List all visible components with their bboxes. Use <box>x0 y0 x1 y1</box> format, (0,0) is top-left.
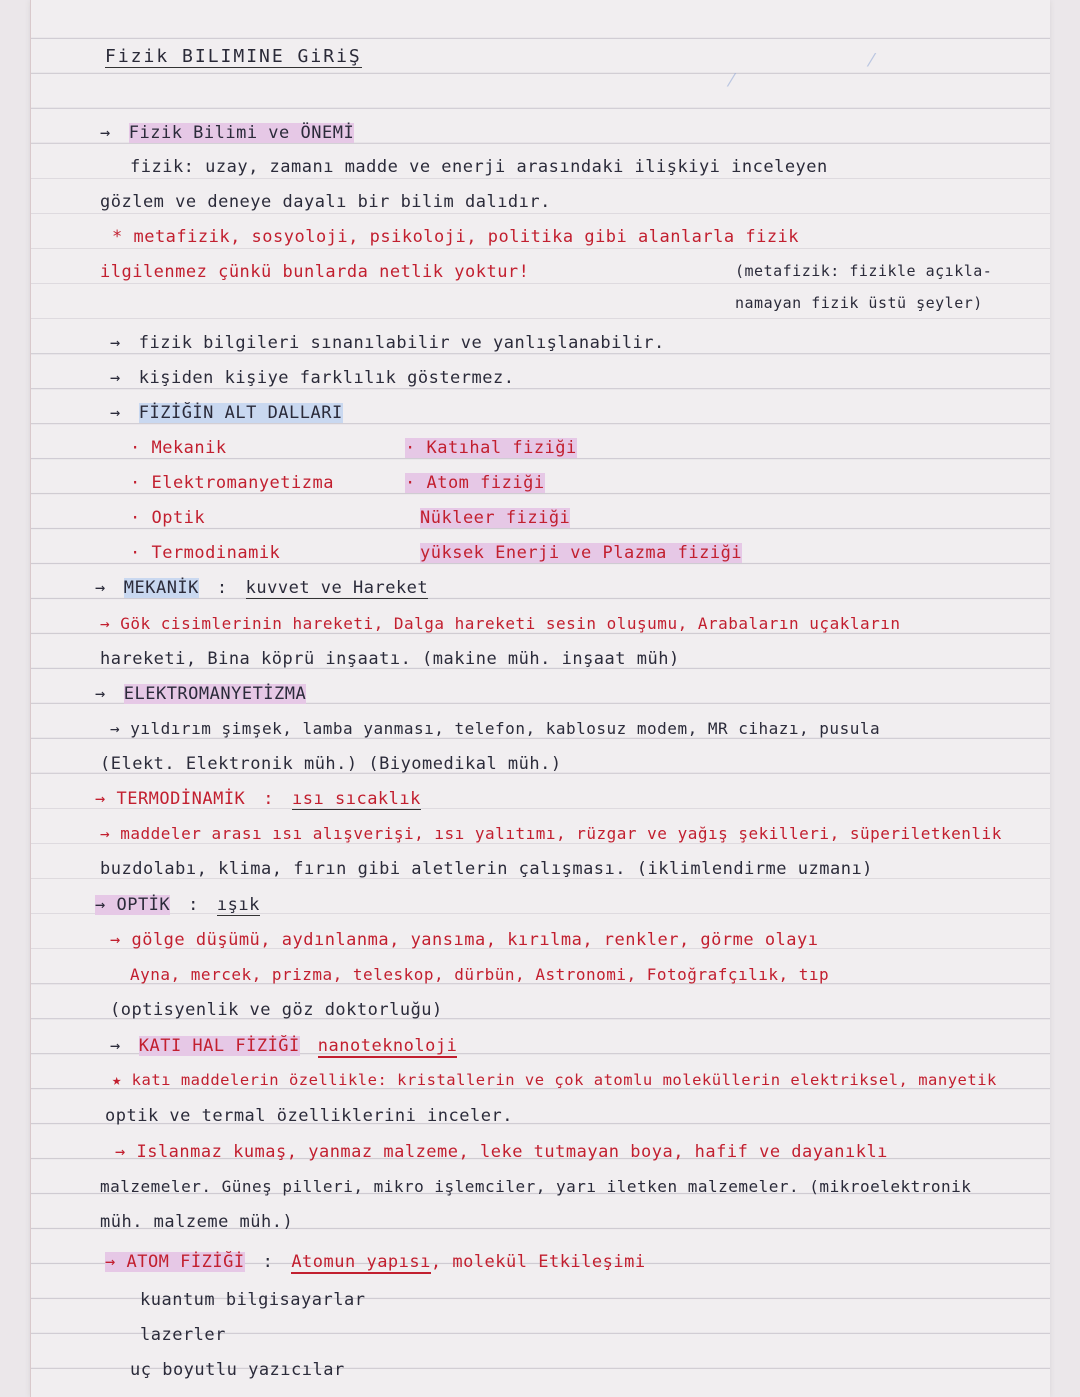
section-topic: ışık <box>216 895 260 915</box>
branch-item <box>405 473 545 493</box>
text-line: müh. malzeme müh.) <box>100 1212 294 1232</box>
arrow-icon: → <box>95 684 106 704</box>
section-heading: FİZİĞİN ALT DALLARI <box>138 403 343 423</box>
side-note: (metafizik: fizikle açıkla- <box>735 262 993 280</box>
branch-item <box>420 508 570 528</box>
separator: : <box>262 1252 274 1272</box>
bullet-line <box>110 368 514 388</box>
text-line: → maddeler arası ısı alışverişi, ısı yalıtımı, rüzgar ve yağış şekilleri, süperiletkenlik <box>100 824 1002 843</box>
section-heading: → ATOM FİZİĞİ <box>105 1252 245 1272</box>
note-line-red: ilgilenmez çünkü bunlarda netlik yoktur! <box>100 262 530 282</box>
section-heading: Fizik Bilimi ve ÖNEMİ <box>128 123 355 143</box>
branch-text: · Atom fiziği <box>405 473 545 493</box>
page-title-text: Fizik BILIMINE GiRiŞ <box>105 46 362 67</box>
text-line: gözlem ve deneye dayalı bir bilim dalıdır. <box>100 192 551 212</box>
separator: : <box>216 578 228 598</box>
branch-item <box>420 543 742 563</box>
separator: : <box>188 895 199 915</box>
section-topic: ısı sıcaklık <box>292 789 421 809</box>
heading-line <box>100 123 354 143</box>
arrow-icon: → <box>110 403 121 423</box>
bullet-text: kişiden kişiye farklılık göstermez. <box>138 368 515 388</box>
section-topic: kuvvet ve Hareket <box>245 578 429 598</box>
text-line: lazerler <box>140 1325 226 1345</box>
branch-text: Nükleer fiziği <box>420 508 571 528</box>
branch-text: · Katıhal fiziği <box>405 438 577 458</box>
text-line: → yıldırım şimşek, lamba yanması, telefon, kablosuz modem, MR cihazı, pusula <box>110 719 881 738</box>
heading-line <box>95 789 421 809</box>
text-line: hareketi, Bina köprü inşaatı. (makine müh. inşaat müh) <box>100 649 680 669</box>
text-line: malzemeler. Güneş pilleri, mikro işlemciler, yarı iletken malzemeler. (mikroelektronik <box>100 1177 972 1196</box>
section-topic: , molekül Etkileşimi <box>430 1252 646 1272</box>
section-heading: KATI HAL FİZİĞİ <box>138 1036 300 1056</box>
branch-item <box>405 438 577 458</box>
section-topic: nanoteknoloji <box>317 1036 458 1056</box>
text-line: → Islanmaz kumaş, yanmaz malzeme, leke tutmayan boya, hafif ve dayanıklı <box>115 1142 888 1162</box>
branch-item: · Elektromanyetizma <box>130 473 334 493</box>
margin-line <box>30 0 31 1397</box>
heading-line <box>95 578 428 598</box>
note-line-red: * metafizik, sosyoloji, psikoloji, politika gibi alanlarla fizik <box>112 227 800 247</box>
text-line: fizik: uzay, zamanı madde ve enerji arasındaki ilişkiyi inceleyen <box>130 157 828 177</box>
side-note: namayan fizik üstü şeyler) <box>735 294 983 312</box>
branch-item: · Mekanik <box>130 438 227 458</box>
separator: : <box>263 789 275 809</box>
arrow-icon: → <box>95 578 106 598</box>
notebook-page <box>30 0 1050 1397</box>
text-line: optik ve termal özelliklerini inceler. <box>105 1106 513 1126</box>
bullet-line <box>110 333 665 353</box>
section-heading: → TERMODİNAMİK <box>95 789 246 809</box>
text-line: buzdolabı, klima, fırın gibi aletlerin çalışması. (iklimlendirme uzmanı) <box>100 859 873 879</box>
faint-ink-mark: ⁄ <box>870 50 874 71</box>
branch-item: · Termodinamik <box>130 543 281 563</box>
arrow-icon: → <box>100 123 111 143</box>
section-heading: → OPTİK <box>95 895 171 915</box>
heading-line <box>95 684 306 704</box>
text-line: → gölge düşümü, aydınlanma, yansıma, kırılma, renkler, görme olayı <box>110 930 819 950</box>
text-line: kuantum bilgisayarlar <box>140 1290 366 1310</box>
branch-text: yüksek Enerji ve Plazma fiziği <box>420 543 743 563</box>
text-line: → Gök cisimlerinin hareketi, Dalga hareketi sesin oluşumu, Arabaların uçakların <box>100 614 901 633</box>
section-heading: MEKANİK <box>123 578 199 598</box>
heading-line <box>110 403 343 423</box>
arrow-icon: → <box>110 368 121 388</box>
text-line: (Elekt. Elektronik müh.) (Biyomedikal müh.) <box>100 754 562 774</box>
text-line: uç boyutlu yazıcılar <box>130 1360 345 1380</box>
text-line: ★ katı maddelerin özellikle: kristallerin ve çok atomlu moleküllerin elektriksel, manyetik <box>112 1071 997 1089</box>
heading-line <box>105 1252 646 1272</box>
section-topic: Atomun yapısı <box>291 1252 431 1272</box>
bullet-text: fizik bilgileri sınanılabilir ve yanlışlanabilir. <box>138 333 665 353</box>
heading-line <box>95 895 260 915</box>
arrow-icon: → <box>110 1036 121 1056</box>
heading-line <box>110 1036 457 1056</box>
text-line: (optisyenlik ve göz doktorluğu) <box>110 1000 443 1020</box>
branch-item: · Optik <box>130 508 206 528</box>
section-heading: ELEKTROMANYETİZMA <box>123 684 307 704</box>
faint-ink-mark: ⁄ <box>730 70 734 91</box>
page-title <box>105 46 362 67</box>
arrow-icon: → <box>110 333 121 353</box>
text-line: Ayna, mercek, prizma, teleskop, dürbün, Astronomi, Fotoğrafçılık, tıp <box>130 965 830 984</box>
